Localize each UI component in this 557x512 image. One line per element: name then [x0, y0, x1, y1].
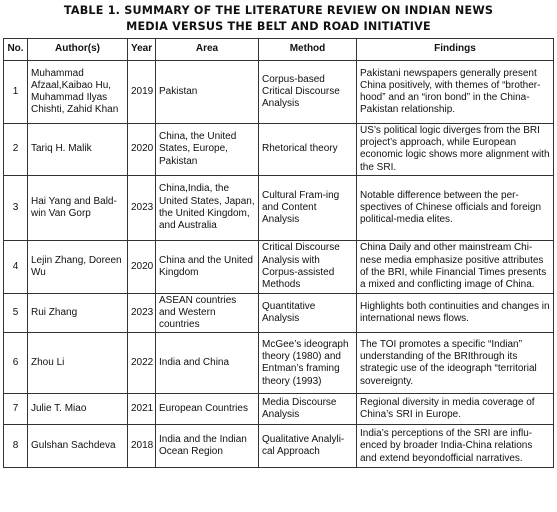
- cell-authors: Muhammad Afzaal,Kaibao Hu, Muhammad Ilyas Chishti, Zahid Khan: [28, 61, 128, 124]
- table-row: [4, 333, 554, 394]
- header-year: Year: [128, 39, 156, 61]
- cell-method: Quantitative Analysis: [259, 293, 357, 333]
- cell-area: Pakistan: [156, 61, 259, 124]
- literature-review-table: [3, 38, 554, 468]
- cell-method: Critical Discourse Analysis with Corpus-assisted Methods: [259, 240, 357, 293]
- cell-findings: Pakistani newspapers generally present China positively, with themes of “brother-hood” and an “iron bond” in the China-Pakistan relationship.: [357, 61, 554, 124]
- cell-findings: US’s political logic diverges from the BRI project’s approach, while European economic logic shows more alignment with the SRI.: [357, 124, 554, 176]
- cell-authors: Hai Yang and Bald-win Van Gorp: [28, 175, 128, 240]
- cell-year: 2020: [128, 240, 156, 293]
- cell-authors: Julie T. Miao: [28, 394, 128, 425]
- cell-no: 5: [4, 293, 28, 333]
- cell-findings: Notable difference between the per-spectives of Chinese officials and foreign political-media elites.: [357, 175, 554, 240]
- cell-authors: Tariq H. Malik: [28, 124, 128, 176]
- cell-findings: The TOI promotes a specific “Indian” understanding of the BRIthrough its strategic use of the ideograph “territorial sovereignty.: [357, 333, 554, 394]
- cell-method: Media Discourse Analysis: [259, 394, 357, 425]
- cell-year: 2019: [128, 61, 156, 124]
- cell-authors: Rui Zhang: [28, 293, 128, 333]
- cell-no: 8: [4, 425, 28, 468]
- header-authors: Author(s): [28, 39, 128, 61]
- cell-year: 2023: [128, 293, 156, 333]
- table-row: [4, 61, 554, 124]
- header-area: Area: [156, 39, 259, 61]
- table-row: [4, 175, 554, 240]
- cell-no: 4: [4, 240, 28, 293]
- cell-method: Cultural Fram-ing and Content Analysis: [259, 175, 357, 240]
- cell-authors: Lejin Zhang, Doreen Wu: [28, 240, 128, 293]
- cell-findings: China Daily and other mainstream Chi-nese media emphasize positive attributes of the BRI, while Financial Times presents a mixed and conflicting image of China.: [357, 240, 554, 293]
- cell-area: China,India, the United States, Japan, the United Kingdom, and Australia: [156, 175, 259, 240]
- cell-year: 2022: [128, 333, 156, 394]
- cell-authors: Zhou Li: [28, 333, 128, 394]
- table-title-line-1: TABLE 1. SUMMARY OF THE LITERATURE REVIEW ON INDIAN NEWS: [63, 4, 494, 17]
- cell-authors: Gulshan Sachdeva: [28, 425, 128, 468]
- cell-no: 2: [4, 124, 28, 176]
- table-row: [4, 293, 554, 333]
- cell-no: 3: [4, 175, 28, 240]
- table-row: [4, 425, 554, 468]
- table-title: [0, 3, 557, 35]
- cell-year: 2021: [128, 394, 156, 425]
- table-row: [4, 394, 554, 425]
- table-row: [4, 240, 554, 293]
- cell-no: 7: [4, 394, 28, 425]
- cell-area: India and China: [156, 333, 259, 394]
- header-method: Method: [259, 39, 357, 61]
- cell-area: India and the Indian Ocean Region: [156, 425, 259, 468]
- header-no: No.: [4, 39, 28, 61]
- table-row: [4, 124, 554, 176]
- header-findings: Findings: [357, 39, 554, 61]
- cell-area: China and the United Kingdom: [156, 240, 259, 293]
- table-title-line-2: MEDIA VERSUS THE BELT AND ROAD INITIATIVE: [126, 20, 431, 33]
- cell-area: China, the United States, Europe, Pakistan: [156, 124, 259, 176]
- cell-method: McGee’s ideograph theory (1980) and Entman’s framing theory (1993): [259, 333, 357, 394]
- header-row: [4, 39, 554, 61]
- cell-findings: Regional diversity in media coverage of China’s SRI in Europe.: [357, 394, 554, 425]
- cell-method: Qualitative Analyli-cal Approach: [259, 425, 357, 468]
- cell-year: 2023: [128, 175, 156, 240]
- cell-year: 2020: [128, 124, 156, 176]
- cell-area: ASEAN countries and Western countries: [156, 293, 259, 333]
- cell-year: 2018: [128, 425, 156, 468]
- cell-findings: Highlights both continuities and changes in international news flows.: [357, 293, 554, 333]
- cell-method: Rhetorical theory: [259, 124, 357, 176]
- cell-findings: India’s perceptions of the SRI are influ-enced by broader India-China relations and extend beyondofficial narratives.: [357, 425, 554, 468]
- cell-area: European Countries: [156, 394, 259, 425]
- cell-no: 6: [4, 333, 28, 394]
- cell-no: 1: [4, 61, 28, 124]
- cell-method: Corpus-based Critical Discourse Analysis: [259, 61, 357, 124]
